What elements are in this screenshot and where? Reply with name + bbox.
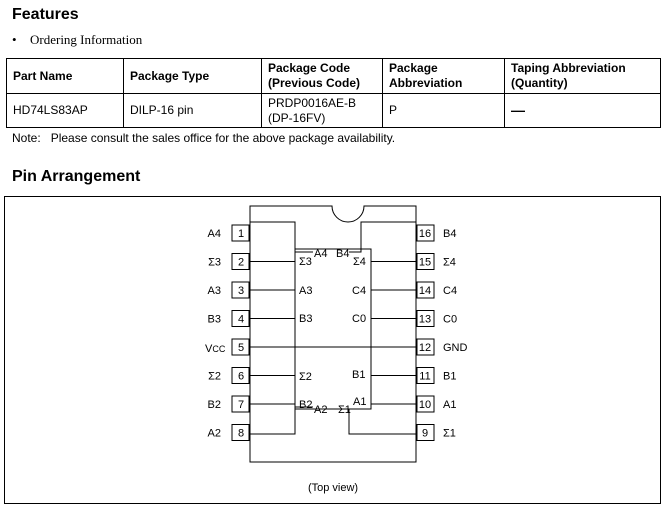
bullet-icon: • [12,32,17,47]
pin-number-10: 10 [418,399,432,411]
inner-label-3: Σ4 [353,256,366,268]
pin-number-4: 4 [237,313,245,326]
pin-number-2: 2 [237,256,245,269]
pin-label-sub: CC [212,344,226,354]
inner-label-10: B2 [299,399,313,411]
table-header-row [7,59,661,94]
inner-label-2: Σ3 [299,256,312,268]
pin-label-2: Σ3 [208,256,221,269]
header-part-name: Part Name [7,59,124,94]
ordering-info-text: Ordering Information [30,32,143,47]
cell-package-code: PRDP0016AE-B (DP-16FV) [262,94,383,128]
note-text: Please consult the sales office for the above package availability. [50,131,396,145]
inner-label-7: C0 [352,313,367,325]
pin-label-10: A1 [443,399,457,411]
pin-label-12: GND [443,342,468,354]
note [12,131,395,145]
top-view-caption: (Top view) [307,482,359,494]
cell-part-name: HD74LS83AP [7,94,124,128]
inner-label-13: A1 [353,396,367,408]
pin-label-13: C0 [443,313,458,326]
pin-number-5: 5 [237,342,245,354]
pin-label-14: C4 [443,285,458,297]
pin-number-9: 9 [421,427,429,440]
pin-label-1: A4 [207,228,221,240]
ordering-table [6,58,661,128]
inner-label-11: A2 [314,404,328,416]
inner-label-5: C4 [352,285,367,297]
features-heading: Features [12,6,79,23]
inner-label-9: B1 [352,369,366,381]
pin-label-3: A3 [207,285,221,297]
header-package-code: Package Code (Previous Code) [262,59,383,94]
ordering-info-bullet [12,32,142,48]
pin-label-11: B1 [443,370,457,383]
pin-label-9: Σ1 [443,427,456,440]
cell-package-type: DILP-16 pin [124,94,262,128]
pin-diagram-frame [4,196,661,504]
pin-label-6: Σ2 [208,370,221,383]
pin-label-4: B3 [207,313,221,326]
pin-diagram [5,197,660,503]
cell-taping-abbreviation: — [505,94,661,128]
inner-wire-a4 [250,222,313,252]
pin-number-11: 11 [419,370,431,383]
pin-number-14: 14 [418,285,432,297]
pin-label-8: A2 [207,427,221,440]
pin-number-1: 1 [237,228,245,240]
pin-label-15: Σ4 [443,256,456,269]
pin-number-6: 6 [237,370,245,383]
inner-wire-b4 [349,222,416,252]
pin-number-8: 8 [237,427,245,440]
header-package-type: Package Type [124,59,262,94]
inner-label-8: Σ2 [299,371,312,383]
inner-label-6: B3 [299,313,313,325]
cell-package-abbreviation: P [383,94,505,128]
inner-wire-a2 [250,407,313,434]
inner-label-12: Σ1 [338,404,351,416]
ic-package-outline [250,206,416,462]
pin-number-7: 7 [237,399,245,411]
inner-label-4: A3 [299,285,313,297]
pin-number-12: 12 [418,342,432,354]
pin-label-7: B2 [207,399,221,411]
inner-label-1: B4 [336,248,350,260]
pin-number-13: 13 [418,313,432,326]
pin-arrangement-heading: Pin Arrangement [12,168,141,185]
pin-label-16: B4 [443,228,457,240]
note-label: Note: [12,131,41,145]
pin-number-3: 3 [237,285,245,297]
inner-label-0: A4 [314,248,328,260]
header-package-abbreviation: Package Abbreviation [383,59,505,94]
inner-wire-s1 [349,409,416,434]
pin-number-15: 15 [418,256,432,269]
pin-number-16: 16 [418,228,432,240]
pin-label-5: VCC [205,343,226,355]
table-row [7,94,661,128]
inner-logic-block [295,249,371,409]
header-taping-abbreviation: Taping Abbreviation (Quantity) [505,59,661,94]
